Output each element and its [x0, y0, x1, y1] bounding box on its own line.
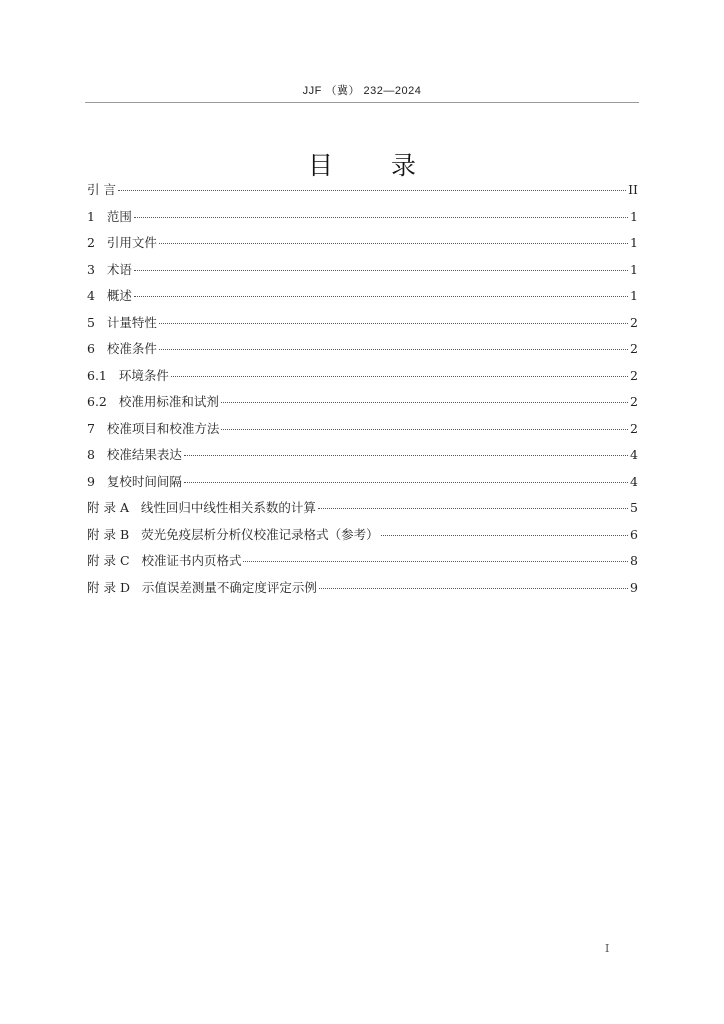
toc-entry[interactable]	[87, 392, 638, 419]
toc-entry-number: 4	[87, 288, 107, 303]
toc-dot-leader	[381, 535, 628, 536]
toc-entry-label: 校准结果表达	[106, 447, 182, 462]
toc-entry-number: 附 录 A	[87, 500, 141, 515]
toc-dot-leader	[184, 482, 628, 483]
toc-entry-number: 3	[87, 261, 107, 277]
toc-entry-label: 校准用标准和试剂	[118, 394, 219, 409]
toc-entry-page: 9	[630, 579, 638, 595]
toc-entry-page: 8	[630, 553, 638, 568]
toc-entry-page: 5	[630, 500, 638, 515]
toc-entry-number: 6.1	[87, 367, 119, 383]
running-header: JJF （冀） 232—2024	[302, 85, 422, 97]
toc-dot-leader	[159, 323, 628, 324]
table-of-contents	[87, 180, 638, 604]
toc-entry[interactable]	[87, 472, 638, 499]
toc-entry-number: 引	[87, 182, 104, 197]
toc-entry[interactable]	[87, 498, 638, 525]
toc-dot-leader	[243, 561, 628, 562]
toc-entry[interactable]	[87, 313, 638, 340]
toc-entry-page: 2	[630, 341, 638, 356]
toc-entry-label: 术语	[106, 261, 132, 277]
toc-entry-page: 4	[630, 447, 638, 462]
toc-entry-number: 附 录 B	[87, 526, 142, 542]
toc-entry-number: 6.2	[87, 394, 119, 409]
toc-entry-page: 4	[630, 473, 638, 489]
toc-entry-page: 2	[630, 367, 638, 383]
toc-dot-leader	[118, 190, 626, 191]
toc-dot-leader	[221, 402, 628, 403]
toc-entry-number: 9	[87, 473, 107, 489]
toc-entry-page: 1	[630, 208, 638, 224]
toc-dot-leader	[159, 349, 628, 350]
toc-entry[interactable]	[87, 233, 638, 260]
toc-entry-number: 8	[87, 447, 107, 462]
toc-entry-page: 1	[630, 235, 638, 250]
page-title: 目录	[307, 151, 474, 180]
toc-entry-label: 示值误差测量不确定度评定示例	[141, 579, 317, 595]
toc-dot-leader	[318, 508, 628, 509]
toc-dot-leader	[134, 270, 628, 271]
toc-entry-label: 概述	[106, 288, 132, 303]
toc-entry-number: 7	[87, 420, 107, 436]
toc-entry[interactable]	[87, 260, 638, 287]
toc-dot-leader	[134, 217, 628, 218]
toc-entry[interactable]	[87, 339, 638, 366]
toc-entry-label: 线性回归中线性相关系数的计算	[140, 500, 316, 515]
toc-entry[interactable]	[87, 551, 638, 578]
toc-entry-label: 校准项目和校准方法	[106, 420, 220, 436]
toc-entry-label: 复校时间间隔	[106, 473, 182, 489]
toc-entry[interactable]	[87, 366, 638, 393]
toc-entry-page: 6	[630, 526, 638, 542]
toc-entry[interactable]	[87, 180, 638, 207]
header-rule	[85, 102, 639, 103]
toc-entry-page: 2	[630, 420, 638, 436]
toc-entry-page: 1	[630, 261, 638, 277]
toc-entry-label: 校准条件	[106, 341, 157, 356]
toc-entry-label: 范围	[106, 208, 132, 224]
toc-entry-number: 5	[87, 314, 107, 330]
toc-entry-label: 环境条件	[118, 367, 169, 383]
toc-entry[interactable]	[87, 445, 638, 472]
toc-entry-number: 附 录 C	[87, 553, 142, 568]
toc-entry-label: 校准证书内页格式	[141, 553, 242, 568]
toc-entry-label: 引用文件	[106, 235, 157, 250]
toc-entry-page: 1	[630, 288, 638, 303]
toc-entry-label: 计量特性	[106, 314, 157, 330]
toc-entry-label: 荧光免疫层析分析仪校准记录格式（参考）	[141, 526, 379, 542]
toc-dot-leader	[184, 455, 628, 456]
page-number: I	[605, 942, 610, 955]
toc-entry[interactable]	[87, 525, 638, 552]
toc-entry-label: 言	[103, 182, 116, 197]
toc-entry[interactable]	[87, 419, 638, 446]
toc-entry-number: 2	[87, 235, 107, 250]
toc-entry-number: 6	[87, 341, 107, 356]
toc-entry[interactable]	[87, 578, 638, 605]
toc-dot-leader	[221, 429, 628, 430]
toc-entry[interactable]	[87, 207, 638, 234]
toc-dot-leader	[134, 296, 628, 297]
toc-dot-leader	[171, 376, 628, 377]
toc-entry-page: 2	[630, 394, 638, 409]
toc-entry-page: II	[628, 182, 638, 197]
toc-entry-number: 1	[87, 208, 107, 224]
toc-entry-number: 附 录 D	[87, 579, 142, 595]
toc-entry[interactable]	[87, 286, 638, 313]
toc-dot-leader	[159, 243, 628, 244]
toc-dot-leader	[319, 588, 628, 589]
toc-entry-page: 2	[630, 314, 638, 330]
